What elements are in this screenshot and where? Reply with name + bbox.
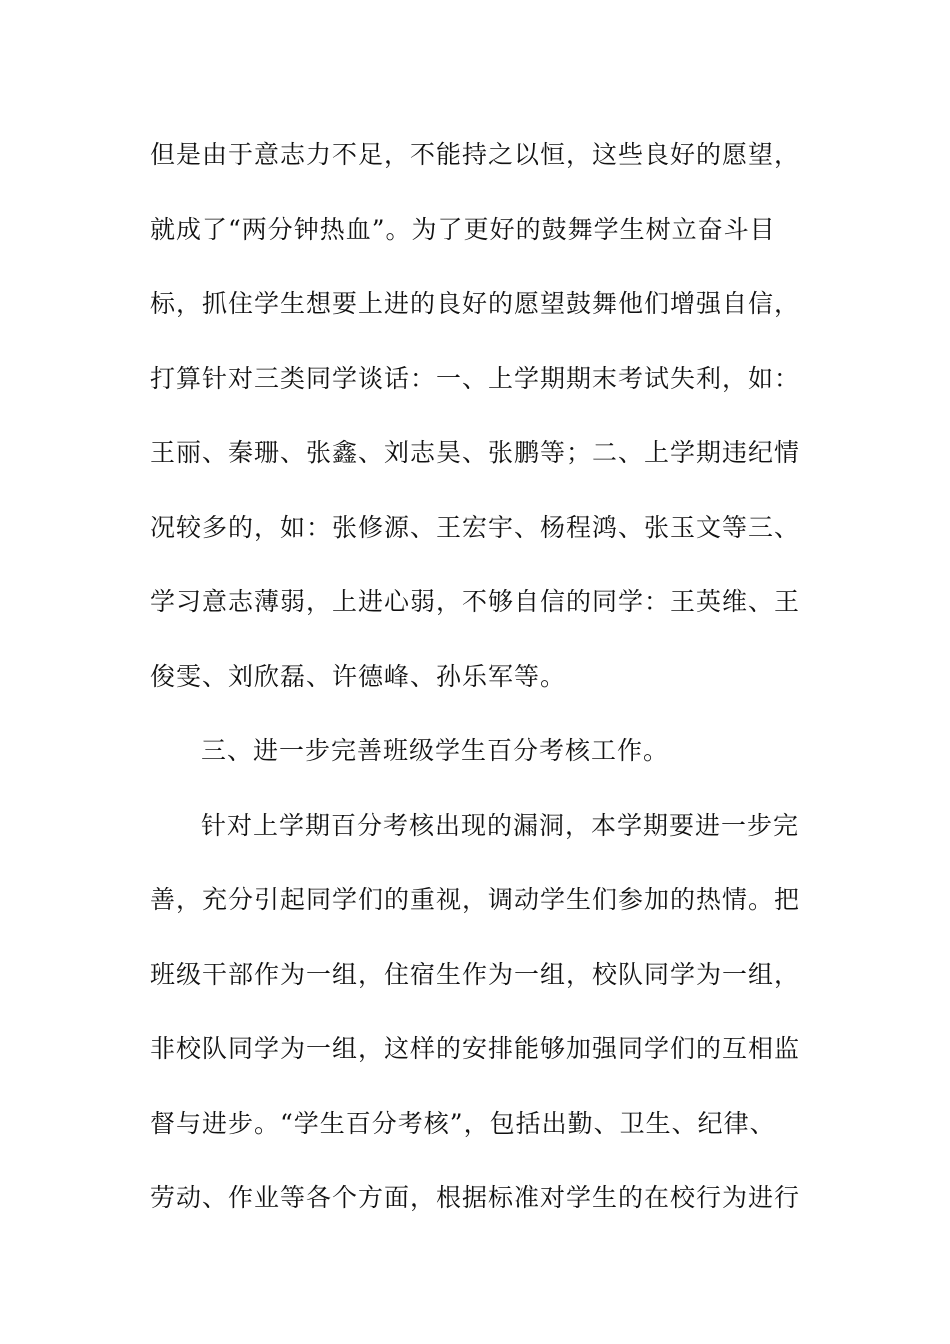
text-line: 非校队同学为一组，这样的安排能够加强同学们的互相监 <box>150 1034 801 1063</box>
text-line: 况较多的，如：张修源、王宏宇、杨程鸿、张玉文等三、 <box>150 512 801 542</box>
text-line: 标，抓住学生想要上进的良好的愿望鼓舞他们增强自信， <box>150 289 801 318</box>
body-text <box>150 130 800 1248</box>
text-line: 班级干部作为一组，住宿生作为一组，校队同学为一组， <box>150 959 801 989</box>
text-line: 学习意志薄弱，上进心弱，不够自信的同学：王英维、王 <box>150 587 801 616</box>
text-line: 督与进步。“学生百分考核”，包括出勤、卫生、纪律、 <box>150 1108 776 1138</box>
text-line: 王丽、秦珊、张鑫、刘志昊、张鹏等；二、上学期违纪情 <box>150 438 801 467</box>
section-heading: 三、进一步完善班级学生百分考核工作。 <box>201 736 670 765</box>
text-line: 但是由于意志力不足，不能持之以恒，这些良好的愿望， <box>150 140 801 169</box>
text-line: 打算针对三类同学谈话：一、上学期期末考试失利，如： <box>150 363 801 393</box>
text-line: 就成了“两分钟热血”。为了更好的鼓舞学生树立奋斗目 <box>150 214 776 244</box>
text-line: 劳动、作业等各个方面，根据标准对学生的在校行为进行 <box>150 1183 801 1212</box>
paragraph-start-line: 针对上学期百分考核出现的漏洞，本学期要进一步完 <box>201 810 800 840</box>
text-line: 善，充分引起同学们的重视，调动学生们参加的热情。把 <box>150 885 801 914</box>
text-line: 俊雯、刘欣磊、许德峰、孙乐军等。 <box>150 661 567 691</box>
